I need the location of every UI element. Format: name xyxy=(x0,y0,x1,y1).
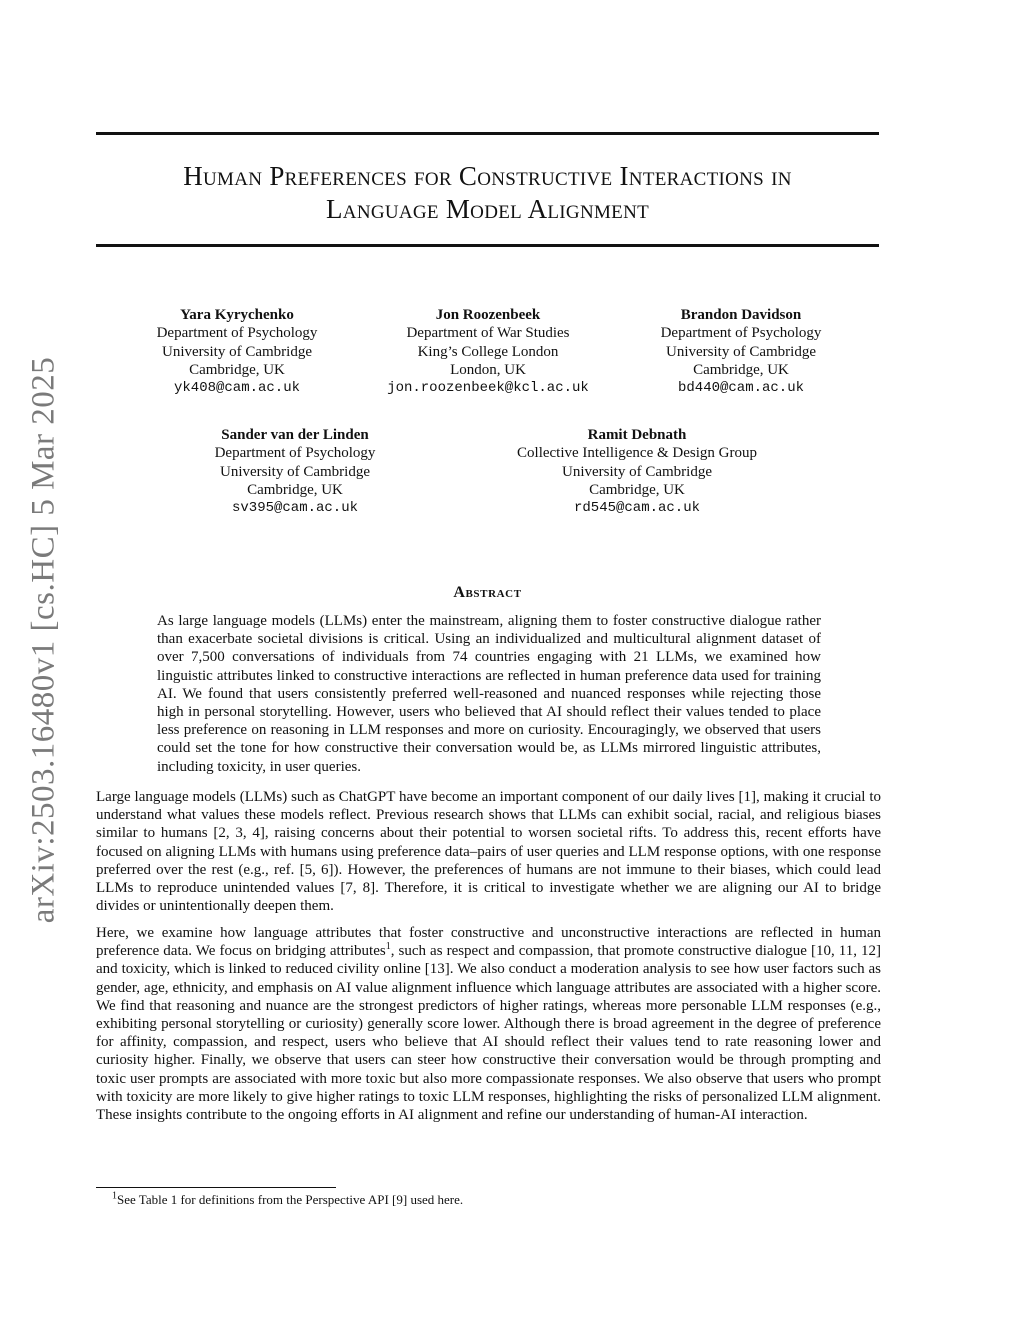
author-location: Cambridge, UK xyxy=(189,361,285,378)
author-location: London, UK xyxy=(450,361,526,378)
author-email[interactable]: rd545@cam.ac.uk xyxy=(573,500,701,517)
author-name: Sander van der Linden xyxy=(221,427,369,443)
author-institution: University of Cambridge xyxy=(220,463,370,480)
title-line-1: Human Preferences for Constructive Interactions in xyxy=(183,161,792,191)
author-block xyxy=(517,426,757,517)
body-paragraph: Large language models (LLMs) such as ChatGPT have become an important component of our daily lives [1], making it crucial to understand what values these models reflect. Previous research shows that LLMs can exhibit social, racial, and religious biases similar to humans [2, 3, 4], raising concerns about their potential to worsen societal rifts. To address this, recent efforts have focused on aligning LLMs with humans using preference data–pairs of user queries and LLM response options, with one response preferred over the rest (e.g., ref. [5, 6]). However, the preferences of humans are not immune to their biases, which could lead LLMs to reproduce unintended values [7, 8]. Therefore, it is critical to investigate whether we are aligning our AI to bridge divides or unintentionally deepen them. xyxy=(96,789,881,915)
author-institution: King’s College London xyxy=(417,343,559,360)
arxiv-sidebar-stamp: arXiv:2503.16480v1 [cs.HC] 5 Mar 2025 xyxy=(25,356,62,924)
author-email[interactable]: bd440@cam.ac.uk xyxy=(677,380,805,397)
body-paragraph xyxy=(96,924,881,1124)
author-department: Department of War Studies xyxy=(406,325,570,342)
author-institution: University of Cambridge xyxy=(562,463,712,480)
abstract-text: As large language models (LLMs) enter the mainstream, aligning them to foster constructive dialogue rather than exacerbate societal divisions is critical. Using an individualized and multicultural alignment dataset of over 7,500 conversations of individuals from 74 countries engaging with 21 LLMs, we examined how linguistic attributes linked to constructive interactions are reflected in human preference data used for training AI. We found that users consistently preferred well-reasoned and nuanced responses while rejecting those high in personal storytelling. However, users who believed that AI should reflect their values tended to place less preference on reasoning in LLM responses and more on curiosity. Encouragingly, we observed that users could set the tone for how constructive their conversation would be, as LLMs mirrored linguistic attributes, including toxicity, in user queries. xyxy=(157,613,821,775)
author-location: Cambridge, UK xyxy=(693,361,789,378)
author-name: Brandon Davidson xyxy=(680,307,802,323)
author-block xyxy=(661,306,822,397)
author-email[interactable]: sv395@cam.ac.uk xyxy=(231,500,359,517)
author-location: Cambridge, UK xyxy=(589,481,685,498)
author-block xyxy=(387,306,589,397)
author-department: Department of Psychology xyxy=(156,325,318,342)
footnote-rule xyxy=(96,1187,336,1188)
footnote-number: 1 xyxy=(112,1190,117,1202)
author-block xyxy=(157,306,318,397)
title-bottom-rule xyxy=(96,244,879,247)
author-department: Department of Psychology xyxy=(214,445,376,462)
author-location: Cambridge, UK xyxy=(247,481,343,498)
author-department: Collective Intelligence & Design Group xyxy=(517,445,757,462)
author-email[interactable]: yk408@cam.ac.uk xyxy=(173,380,301,397)
paper-title xyxy=(96,160,879,226)
body-text: Here, we examine how language attributes that foster constructive and unconstructive interactions are reflected in human preference data. We focus on bridging attributes xyxy=(96,925,881,960)
author-name: Jon Roozenbeek xyxy=(435,307,541,323)
author-institution: University of Cambridge xyxy=(666,343,816,360)
footnote-text: See Table 1 for definitions from the Perspective API [9] used here. xyxy=(117,1192,464,1207)
author-institution: University of Cambridge xyxy=(162,343,312,360)
author-department: Department of Psychology xyxy=(660,325,822,342)
author-email[interactable]: jon.roozenbeek@kcl.ac.uk xyxy=(387,380,589,397)
title-top-rule xyxy=(96,132,879,135)
abstract-heading: Abstract xyxy=(453,584,522,601)
author-name: Ramit Debnath xyxy=(587,427,687,443)
author-name: Yara Kyrychenko xyxy=(180,307,294,323)
title-line-2: Language Model Alignment xyxy=(326,194,649,224)
body-text: , such as respect and compassion, that promote constructive dialogue [10, 11, 12] and toxicity, which is linked to reduced civility online [13]. We also conduct a moderation analysis to see how user factors such as gender, age, ethnicity, and emphasis on AI value alignment influence which language attributes are associated with a higher score. We find that reasoning and nuance are the strongest predictors of higher ratings, whereas more personable LLM responses (e.g., exhibiting personal storytelling or curiosity) generally score lower. Although there is broad agreement in the degree of preference for affinity, compassion, and respect, users who believe that AI should reflect their values tend to rate reasoning lower and curiosity higher. Finally, we observe that users can steer how constructive their conversation would be through prompting and toxic user prompts are associated with more toxic but also more compassionate responses. We also observe that users who prompt with toxicity are more likely to give higher ratings to toxic LLM responses, highlighting the risks of personalized LLM alignment. These insights contribute to the ongoing efforts in AI alignment and refine our understanding of human-AI interaction. xyxy=(96,943,881,1124)
author-block xyxy=(215,426,376,517)
footnote-marker[interactable]: 1 xyxy=(385,941,391,953)
footnote xyxy=(112,1192,463,1208)
